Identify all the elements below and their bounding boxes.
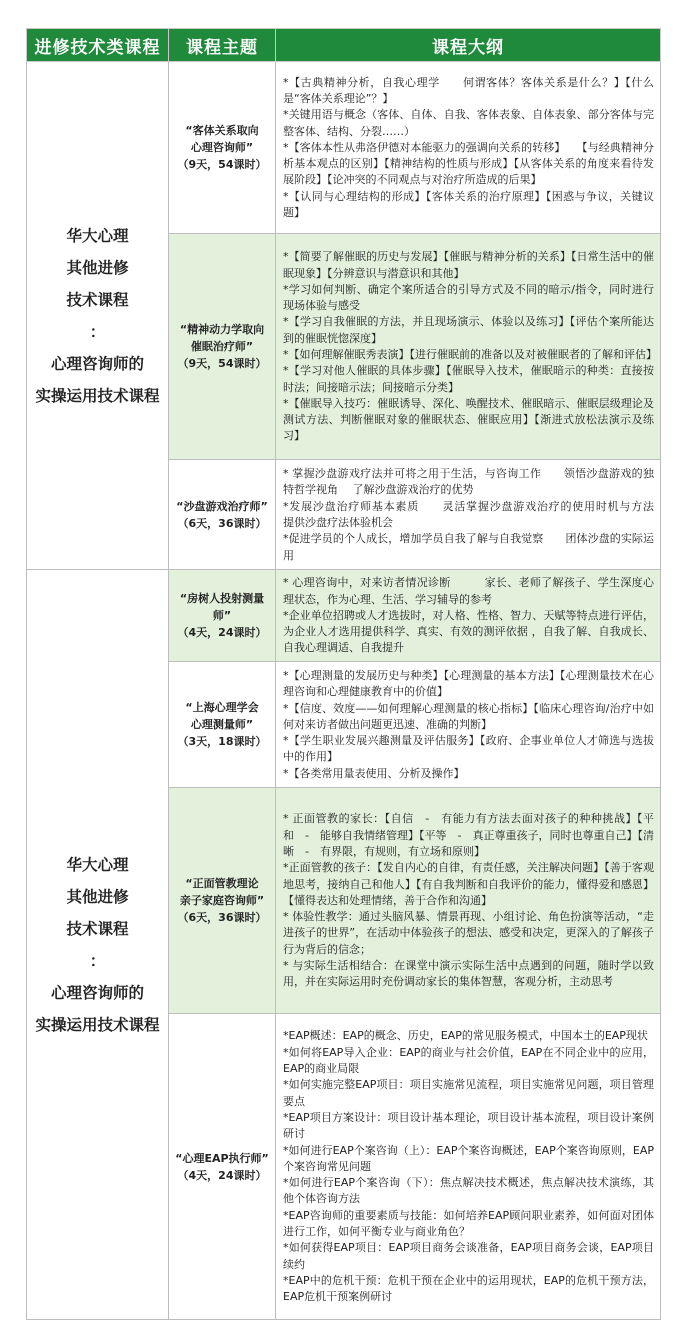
outline-item: *【信度、效度——如何理解心理测量的核心指标】【临床心理咨询/治疗中如何对来访者做出问题更迅速、准确的判断】 [283,701,654,731]
topic-duration: （9天，54课时） [177,158,267,171]
table-row [27,62,661,234]
topic-line: 催眠治疗师” [190,340,254,353]
header-course-outline: 课程大纲 [276,29,661,62]
category-line: 技术课程 [66,290,129,309]
course-outline-eap [276,1014,661,1320]
topic-duration: （6天，36课时） [177,911,267,924]
course-outline-positive-discipline [276,788,661,1014]
outline-item: * 体验性教学：通过头脑风暴、情景再现、小组讨论、角色扮演等活动，“走进孩子的世界”，在活动中体验孩子的想法、感受和决定，更深入的了解孩子行为背后的信念； [283,910,654,956]
category-line: 其他进修 [66,258,129,277]
header-course-topic: 课程主题 [169,29,276,62]
topic-duration: （6天，36课时） [177,516,267,530]
course-topic-eap [169,1014,276,1320]
course-topic-object-relations [169,62,276,234]
course-topic-sandplay [169,460,276,570]
outline-item: *【学习对他人催眠的具体步骤】【催眠导入技术，催眠暗示的种类：直接按时法；间接暗示法；间接暗示分类】 [283,364,654,394]
outline-item: *【学生职业发展兴趣测量及评估服务】【政府、企事业单位人才筛选与选拔中的作用】 [283,734,654,764]
category-line: 其他进修 [66,887,129,906]
outline-item: *正面管教的孩子：【发自内心的自律，有责任感，关注解决问题】【善于客观地思考，接纳自己和他人】【有自我判断和自我评价的能力，懂得爱和感恩】【懂得表达和处理情绪，善于合作和沟通】 [283,861,654,907]
category-line: 实操运用技术课程 [35,386,160,405]
course-topic-measurement [169,662,276,788]
table-header-row [27,29,661,62]
outline-item: *促进学员的个人成长，增加学员自我了解与自我觉察 团体沙盘的实际运用 [283,532,654,562]
category-line: 华大心理 [66,226,129,245]
outline-item: *【学习自我催眠的方法，并且现场演示、体验以及练习】【评估个案所能达到的催眠恍惚深度】 [283,315,654,345]
topic-line: “房树人投射测量师” [179,592,265,622]
course-topic-positive-discipline [169,788,276,1014]
topic-line: “精神动力学取向 [179,323,265,336]
outline-item: *如何进行EAP个案咨询（下）：焦点解决技术概述，焦点解决技术演练，其他个体咨询方法 [283,1176,654,1206]
course-outline-htp [276,570,661,662]
outline-item: *关键用语与概念（客体、自体、自我、客体表象、自体表象、部分客体与完整客体、结构、分裂……） [283,108,654,138]
category-line: 技术课程 [66,919,129,938]
header-course-category: 进修技术类课程 [27,29,169,62]
topic-line: “客体关系取向 [185,124,259,137]
outline-item: * 与实际生活相结合：在课堂中演示实际生活中点遇到的问题，随时学以致用，并在实际运用时充份调动家长的集体智慧，客观分析，主动思考 [283,959,654,989]
outline-item: *EAP项目方案设计：项目设计基本理论，项目设计基本流程，项目设计案例研讨 [283,1110,654,1141]
topic-line: “心理EAP执行师” [175,1151,269,1165]
topic-line: 心理测量师” [190,718,254,731]
outline-item: *如何将EAP导入企业：EAP的商业与社会价值，EAP在不同企业中的应用，EAP的商业局限 [283,1045,654,1076]
table-row [27,570,661,662]
outline-item: *企业单位招聘或人才选拔时，对人格、性格、智力、天赋等特点进行评估，为企业人才选用提供科学、真实、有效的测评依据 ，自我了解、自我成长、自我心理调适、自我提升 [283,608,654,655]
outline-item: *学习如何判断、确定个案所适合的引导方式及不同的暗示/指令，同时进行现场体验与感受 [283,282,654,313]
outline-item: *【认同与心理结构的形成】【客体关系的治疗原理】【困惑与争议，关键议题】 [283,189,654,220]
topic-line: 心理咨询师” [190,141,254,154]
category-group-1 [27,62,169,570]
topic-duration: （3天，18课时） [177,735,267,748]
outline-item: *EAP概述：EAP的概念、历史，EAP的常见服务模式，中国本土的EAP现状 [283,1029,648,1043]
outline-item: *【催眠导入技巧：催眠诱导、深化、唤醒技术、催眠暗示、催眠层级理论及测试方法、判断催眠对象的催眠状态、催眠应用】【渐进式放松法演示及练习】 [283,396,654,443]
course-topic-htp [169,570,276,662]
course-outline-object-relations [276,62,661,234]
outline-item: *【客体本性从弗洛伊德对本能驱力的强调向关系的转移】 【与经典精神分析基本观点的区别】【精神结构的性质与形成】【从客体关系的角度来看待发展阶段】【论冲突的不同观点与对治疗所造成的后果】 [283,140,654,187]
topic-duration: （9天，54课时） [177,357,267,370]
course-outline-hypnosis [276,234,661,460]
outline-item: *【心理测量的发展历史与种类】【心理测量的基本方法】【心理测量技术在心理咨询和心理健康教育中的价值】 [283,668,654,699]
category-group-2 [27,570,169,1320]
category-line: ： [89,951,106,970]
category-line: 实操运用技术课程 [35,1015,160,1034]
course-table [26,28,669,1320]
category-line: 心理咨询师的 [50,983,144,1002]
course-table-container [26,28,669,1320]
outline-item: *EAP咨询师的重要素质与技能：如何培养EAP顾问职业素养，如何面对团体进行工作，如何平衡专业与商业角色？ [283,1208,654,1239]
outline-item: *【简要了解催眠的历史与发展】【催眠与精神分析的关系】【日常生活中的催眠现象】【分辨意识与潜意识和其他】 [283,250,654,280]
outline-item: *【各类常用量表使用、分析及操作】 [283,766,465,780]
category-line: ： [89,322,106,341]
course-outline-measurement [276,662,661,788]
topic-duration: （4天，24课时） [177,626,267,639]
course-outline-sandplay [276,460,669,570]
topic-line: “上海心理学会 [185,701,259,714]
outline-item: *【如何理解催眠秀表演】【进行催眠前的准备以及对被催眠者的了解和评估】 [283,348,657,361]
topic-duration: （4天，24课时） [177,1168,267,1182]
outline-item: * 掌握沙盘游戏疗法并可将之用于生活，与咨询工作 领悟沙盘游戏的独特哲学视角 了解沙盘游戏治疗的优势 [283,467,654,497]
outline-item: *如何实施完整EAP项目：项目实施常见流程，项目实施常见问题，项目管理要点 [283,1078,654,1108]
outline-item: * 心理咨询中，对来访者情况诊断 家长、老师了解孩子、学生深度心理状态，作为心理、生活、学习辅导的参考 [283,576,654,606]
category-line: 心理咨询师的 [50,354,144,373]
outline-item: *EAP中的危机干预：危机干预在企业中的运用现状，EAP的危机干预方法，EAP危机干预案例研讨 [283,1273,654,1304]
topic-line: “正面管教理论 [185,877,259,890]
outline-item: * 正面管教的家长：【自信 - 有能力有方法去面对孩子的种种挑战】【平和 - 能够自我情绪管理】【平等 - 真正尊重孩子，同时也尊重自己】【清晰 - 有界限，有规则，有立场和原则】 [283,812,654,858]
outline-item: *如何进行EAP个案咨询（上）：EAP个案咨询概述，EAP个案咨询原则，EAP个案咨询常见问题 [283,1143,654,1173]
outline-item: *发展沙盘治疗师基本素质 灵活掌握沙盘游戏治疗的使用时机与方法 提供沙盘疗法体验机会 [283,499,669,529]
category-line: 华大心理 [66,855,129,874]
outline-item: *【古典精神分析，自我心理学 何谓客体？客体关系是什么？】【什么是“客体关系理论”？】 [283,75,654,105]
course-topic-hypnosis [169,234,276,460]
topic-line: 亲子家庭咨询师” [179,894,265,907]
topic-line: “沙盘游戏治疗师” [176,499,268,513]
outline-item: *如何获得EAP项目：EAP项目商务会谈准备，EAP项目商务会谈，EAP项目续约 [283,1241,654,1271]
